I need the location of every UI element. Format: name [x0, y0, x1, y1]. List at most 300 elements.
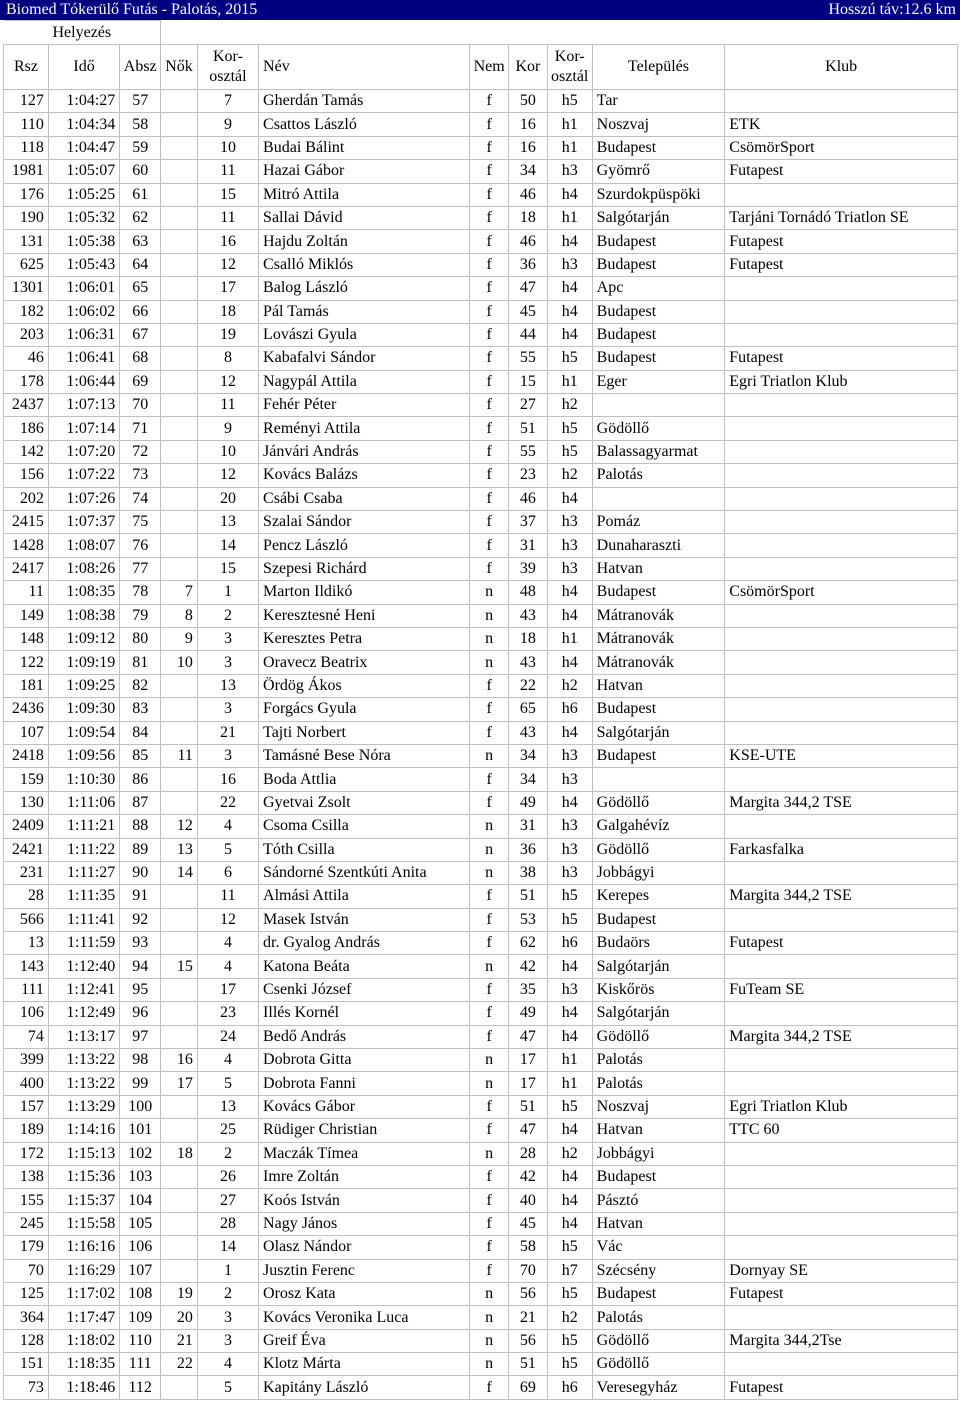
cell-kor: 46 [509, 487, 548, 510]
cell-nem: f [470, 347, 509, 370]
cell-korosztal: h1 [547, 370, 592, 393]
cell-klub [725, 511, 958, 534]
cell-ido: 1:05:32 [48, 206, 119, 229]
cell-ido: 1:11:59 [48, 932, 119, 955]
cell-nev: Szalai Sándor [259, 511, 470, 534]
cell-korosztal: h1 [547, 1049, 592, 1072]
col-header-rsz: Rsz [4, 45, 49, 90]
cell-absz: 99 [120, 1072, 161, 1095]
cell-nok [161, 323, 198, 346]
cell-kor: 47 [509, 1119, 548, 1142]
table-row [4, 815, 958, 838]
col-header-nok: Nők [161, 45, 198, 90]
cell-kor: 17 [509, 1072, 548, 1095]
cell-rsz: 2437 [4, 394, 49, 417]
cell-ido: 1:07:20 [48, 440, 119, 463]
cell-korosztal: h3 [547, 861, 592, 884]
cell-ido: 1:13:29 [48, 1095, 119, 1118]
cell-nev: Csábi Csaba [259, 487, 470, 510]
cell-kor: 21 [509, 1306, 548, 1329]
cell-nem: n [470, 581, 509, 604]
table-row [4, 908, 958, 931]
cell-nok [161, 300, 198, 323]
table-row [4, 277, 958, 300]
cell-klub: Dornyay SE [725, 1259, 958, 1282]
cell-ido: 1:11:41 [48, 908, 119, 931]
table-row [4, 323, 958, 346]
cell-klub: Egri Triatlon Klub [725, 370, 958, 393]
cell-korosztal-rank: 14 [197, 534, 258, 557]
cell-korosztal-rank: 16 [197, 230, 258, 253]
cell-rsz: 625 [4, 253, 49, 276]
cell-korosztal-rank: 15 [197, 557, 258, 580]
cell-kor: 35 [509, 978, 548, 1001]
cell-korosztal: h2 [547, 674, 592, 697]
table-row [4, 1119, 958, 1142]
cell-klub [725, 417, 958, 440]
cell-telepules: Galgahévíz [592, 815, 725, 838]
cell-nem: f [470, 230, 509, 253]
cell-nem: f [470, 417, 509, 440]
cell-kor: 27 [509, 394, 548, 417]
cell-nok: 18 [161, 1142, 198, 1165]
cell-korosztal-rank: 4 [197, 932, 258, 955]
cell-absz: 110 [120, 1329, 161, 1352]
table-row [4, 160, 958, 183]
cell-nem: n [470, 651, 509, 674]
cell-korosztal: h5 [547, 1282, 592, 1305]
table-row [4, 206, 958, 229]
cell-telepules: Szurdokpüspöki [592, 183, 725, 206]
cell-korosztal: h4 [547, 1212, 592, 1235]
cell-korosztal: h5 [547, 347, 592, 370]
cell-klub: Futapest [725, 1376, 958, 1399]
cell-korosztal: h4 [547, 300, 592, 323]
cell-korosztal: h3 [547, 838, 592, 861]
cell-kor: 62 [509, 932, 548, 955]
table-row [4, 768, 958, 791]
cell-rsz: 1428 [4, 534, 49, 557]
cell-nev: Kovács Balázs [259, 464, 470, 487]
cell-kor: 44 [509, 323, 548, 346]
cell-telepules: Veresegyház [592, 1376, 725, 1399]
cell-nok [161, 978, 198, 1001]
cell-nev: Maczák Tímea [259, 1142, 470, 1165]
cell-nem: f [470, 791, 509, 814]
table-row [4, 932, 958, 955]
cell-nok [161, 136, 198, 159]
cell-telepules [592, 394, 725, 417]
cell-klub: Margita 344,2 TSE [725, 1025, 958, 1048]
cell-korosztal-rank: 3 [197, 1329, 258, 1352]
cell-nem: f [470, 113, 509, 136]
col-header-telepules: Település [592, 45, 725, 90]
cell-korosztal: h6 [547, 698, 592, 721]
cell-telepules: Kerepes [592, 885, 725, 908]
cell-ido: 1:09:30 [48, 698, 119, 721]
cell-klub [725, 557, 958, 580]
table-row [4, 674, 958, 697]
cell-kor: 37 [509, 511, 548, 534]
cell-absz: 66 [120, 300, 161, 323]
cell-absz: 109 [120, 1306, 161, 1329]
cell-nem: f [470, 300, 509, 323]
cell-nok [161, 1189, 198, 1212]
cell-absz: 103 [120, 1165, 161, 1188]
cell-rsz: 566 [4, 908, 49, 931]
cell-absz: 69 [120, 370, 161, 393]
cell-telepules: Budapest [592, 300, 725, 323]
cell-kor: 31 [509, 815, 548, 838]
cell-korosztal-rank: 26 [197, 1165, 258, 1188]
cell-nok [161, 1259, 198, 1282]
table-row [4, 1142, 958, 1165]
cell-absz: 68 [120, 347, 161, 370]
cell-nok [161, 1025, 198, 1048]
cell-korosztal: h5 [547, 1095, 592, 1118]
cell-korosztal: h7 [547, 1259, 592, 1282]
cell-rsz: 400 [4, 1072, 49, 1095]
cell-nev: Sallai Dávid [259, 206, 470, 229]
cell-rsz: 131 [4, 230, 49, 253]
cell-nev: Koós István [259, 1189, 470, 1212]
cell-nev: Kapitány László [259, 1376, 470, 1399]
cell-ido: 1:06:31 [48, 323, 119, 346]
cell-korosztal: h1 [547, 1072, 592, 1095]
cell-nok [161, 277, 198, 300]
cell-rsz: 143 [4, 955, 49, 978]
cell-nok [161, 394, 198, 417]
cell-ido: 1:09:12 [48, 627, 119, 650]
cell-korosztal: h2 [547, 464, 592, 487]
cell-telepules: Palotás [592, 464, 725, 487]
cell-rsz: 2436 [4, 698, 49, 721]
cell-kor: 70 [509, 1259, 548, 1282]
cell-absz: 65 [120, 277, 161, 300]
table-row [4, 604, 958, 627]
cell-kor: 53 [509, 908, 548, 931]
cell-korosztal-rank: 11 [197, 206, 258, 229]
cell-nem: f [470, 1025, 509, 1048]
cell-nev: Almási Attila [259, 885, 470, 908]
cell-korosztal: h4 [547, 487, 592, 510]
cell-korosztal-rank: 12 [197, 464, 258, 487]
cell-klub [725, 651, 958, 674]
cell-nok [161, 440, 198, 463]
cell-klub: Futapest [725, 160, 958, 183]
cell-nem: n [470, 1353, 509, 1376]
table-row [4, 534, 958, 557]
cell-rsz: 2415 [4, 511, 49, 534]
cell-korosztal-rank: 13 [197, 1095, 258, 1118]
table-row [4, 581, 958, 604]
cell-absz: 92 [120, 908, 161, 931]
cell-ido: 1:09:54 [48, 721, 119, 744]
cell-absz: 70 [120, 394, 161, 417]
cell-klub: Margita 344,2 TSE [725, 885, 958, 908]
col-header-korosztal-rank-line2: osztál [209, 68, 247, 85]
cell-nev: Ördög Ákos [259, 674, 470, 697]
cell-ido: 1:05:25 [48, 183, 119, 206]
cell-absz: 73 [120, 464, 161, 487]
cell-korosztal: h4 [547, 1119, 592, 1142]
cell-nok: 15 [161, 955, 198, 978]
cell-klub [725, 534, 958, 557]
cell-nok: 14 [161, 861, 198, 884]
cell-nem: f [470, 1002, 509, 1025]
cell-nem: f [470, 440, 509, 463]
cell-nem: f [470, 978, 509, 1001]
cell-nev: dr. Gyalog András [259, 932, 470, 955]
cell-ido: 1:04:47 [48, 136, 119, 159]
cell-nok [161, 908, 198, 931]
cell-telepules: Gyömrő [592, 160, 725, 183]
cell-absz: 64 [120, 253, 161, 276]
cell-korosztal: h4 [547, 183, 592, 206]
cell-ido: 1:15:36 [48, 1165, 119, 1188]
cell-korosztal: h4 [547, 955, 592, 978]
cell-absz: 105 [120, 1212, 161, 1235]
cell-korosztal-rank: 4 [197, 1353, 258, 1376]
cell-telepules: Budapest [592, 1282, 725, 1305]
cell-klub [725, 300, 958, 323]
cell-nok [161, 1095, 198, 1118]
cell-korosztal-rank: 27 [197, 1189, 258, 1212]
cell-telepules: Budapest [592, 323, 725, 346]
cell-rsz: 151 [4, 1353, 49, 1376]
cell-kor: 17 [509, 1049, 548, 1072]
cell-rsz: 28 [4, 885, 49, 908]
cell-nok [161, 113, 198, 136]
cell-rsz: 181 [4, 674, 49, 697]
cell-korosztal: h4 [547, 581, 592, 604]
header-row-group [4, 21, 958, 45]
cell-klub [725, 815, 958, 838]
cell-korosztal: h5 [547, 1236, 592, 1259]
cell-telepules: Mátranovák [592, 604, 725, 627]
table-row [4, 955, 958, 978]
cell-nem: f [470, 464, 509, 487]
cell-nok: 8 [161, 604, 198, 627]
cell-absz: 90 [120, 861, 161, 884]
cell-ido: 1:04:27 [48, 90, 119, 113]
table-row [4, 1189, 958, 1212]
cell-rsz: 106 [4, 1002, 49, 1025]
cell-kor: 51 [509, 417, 548, 440]
cell-rsz: 157 [4, 1095, 49, 1118]
cell-ido: 1:18:35 [48, 1353, 119, 1376]
cell-ido: 1:16:16 [48, 1236, 119, 1259]
cell-klub: Margita 344,2Tse [725, 1329, 958, 1352]
cell-absz: 59 [120, 136, 161, 159]
table-row [4, 300, 958, 323]
cell-nev: Olasz Nándor [259, 1236, 470, 1259]
cell-korosztal-rank: 11 [197, 394, 258, 417]
cell-telepules: Hatvan [592, 1212, 725, 1235]
cell-korosztal-rank: 9 [197, 417, 258, 440]
table-row [4, 417, 958, 440]
cell-ido: 1:08:38 [48, 604, 119, 627]
cell-nem: f [470, 370, 509, 393]
cell-nem: f [470, 932, 509, 955]
cell-absz: 100 [120, 1095, 161, 1118]
col-header-klub: Klub [725, 45, 958, 90]
cell-korosztal: h3 [547, 557, 592, 580]
cell-klub: KSE-UTE [725, 744, 958, 767]
cell-nev: Kovács Gábor [259, 1095, 470, 1118]
cell-korosztal: h3 [547, 978, 592, 1001]
cell-rsz: 189 [4, 1119, 49, 1142]
cell-telepules: Budapest [592, 744, 725, 767]
cell-kor: 43 [509, 604, 548, 627]
header-spacer [161, 21, 958, 45]
table-row [4, 698, 958, 721]
cell-korosztal-rank: 8 [197, 347, 258, 370]
cell-korosztal-rank: 2 [197, 604, 258, 627]
cell-nev: Dobrota Gitta [259, 1049, 470, 1072]
cell-korosztal: h5 [547, 1329, 592, 1352]
cell-rsz: 111 [4, 978, 49, 1001]
cell-absz: 108 [120, 1282, 161, 1305]
cell-telepules: Budapest [592, 698, 725, 721]
cell-telepules: Gödöllő [592, 1025, 725, 1048]
cell-ido: 1:05:38 [48, 230, 119, 253]
cell-klub: FuTeam SE [725, 978, 958, 1001]
cell-absz: 86 [120, 768, 161, 791]
cell-telepules: Pomáz [592, 511, 725, 534]
cell-korosztal: h4 [547, 1002, 592, 1025]
cell-telepules: Mátranovák [592, 651, 725, 674]
table-row [4, 1306, 958, 1329]
cell-rsz: 46 [4, 347, 49, 370]
table-row [4, 464, 958, 487]
cell-korosztal-rank: 20 [197, 487, 258, 510]
cell-nok [161, 206, 198, 229]
table-row [4, 1353, 958, 1376]
cell-telepules: Eger [592, 370, 725, 393]
cell-kor: 28 [509, 1142, 548, 1165]
cell-nev: Sándorné Szentkúti Anita [259, 861, 470, 884]
cell-korosztal: h3 [547, 253, 592, 276]
cell-telepules: Pásztó [592, 1189, 725, 1212]
cell-nem: n [470, 955, 509, 978]
cell-rsz: 364 [4, 1306, 49, 1329]
table-row [4, 721, 958, 744]
cell-klub [725, 604, 958, 627]
cell-kor: 48 [509, 581, 548, 604]
cell-ido: 1:12:41 [48, 978, 119, 1001]
cell-nev: Bedő András [259, 1025, 470, 1048]
cell-telepules: Balassagyarmat [592, 440, 725, 463]
cell-absz: 79 [120, 604, 161, 627]
cell-klub: Futapest [725, 932, 958, 955]
cell-kor: 43 [509, 721, 548, 744]
cell-nem: n [470, 1306, 509, 1329]
cell-klub [725, 1212, 958, 1235]
cell-nok [161, 464, 198, 487]
cell-korosztal-rank: 3 [197, 698, 258, 721]
cell-kor: 55 [509, 440, 548, 463]
cell-korosztal-rank: 22 [197, 791, 258, 814]
cell-telepules: Budapest [592, 581, 725, 604]
cell-klub [725, 1165, 958, 1188]
col-header-korosztal-group-line1: Kor- [554, 48, 585, 65]
cell-nem: f [470, 1236, 509, 1259]
cell-absz: 77 [120, 557, 161, 580]
cell-nem: f [470, 1165, 509, 1188]
cell-nok [161, 932, 198, 955]
cell-nev: Keresztesné Heni [259, 604, 470, 627]
table-row [4, 370, 958, 393]
cell-absz: 60 [120, 160, 161, 183]
table-row [4, 838, 958, 861]
cell-nok [161, 534, 198, 557]
table-row [4, 511, 958, 534]
cell-nev: Nagy János [259, 1212, 470, 1235]
cell-nok [161, 347, 198, 370]
cell-ido: 1:15:13 [48, 1142, 119, 1165]
cell-rsz: 203 [4, 323, 49, 346]
table-row [4, 1329, 958, 1352]
cell-nok [161, 1236, 198, 1259]
cell-nem: n [470, 1282, 509, 1305]
cell-korosztal-rank: 1 [197, 1259, 258, 1282]
cell-absz: 101 [120, 1119, 161, 1142]
cell-rsz: 107 [4, 721, 49, 744]
cell-ido: 1:11:21 [48, 815, 119, 838]
cell-nev: Illés Kornél [259, 1002, 470, 1025]
cell-nok [161, 253, 198, 276]
cell-absz: 67 [120, 323, 161, 346]
cell-klub [725, 1236, 958, 1259]
table-row [4, 744, 958, 767]
cell-absz: 93 [120, 932, 161, 955]
cell-nem: f [470, 698, 509, 721]
cell-ido: 1:06:01 [48, 277, 119, 300]
cell-korosztal-rank: 1 [197, 581, 258, 604]
cell-telepules: Apc [592, 277, 725, 300]
cell-telepules: Salgótarján [592, 955, 725, 978]
cell-absz: 88 [120, 815, 161, 838]
cell-klub: CsömörSport [725, 136, 958, 159]
cell-nev: Csalló Miklós [259, 253, 470, 276]
cell-kor: 56 [509, 1282, 548, 1305]
cell-telepules: Palotás [592, 1072, 725, 1095]
cell-kor: 55 [509, 347, 548, 370]
cell-korosztal-rank: 7 [197, 90, 258, 113]
header-row-columns [4, 45, 958, 90]
cell-nok: 10 [161, 651, 198, 674]
cell-korosztal-rank: 4 [197, 815, 258, 838]
cell-nem: f [470, 534, 509, 557]
cell-korosztal: h5 [547, 440, 592, 463]
cell-nok: 9 [161, 627, 198, 650]
cell-ido: 1:07:26 [48, 487, 119, 510]
cell-korosztal-rank: 18 [197, 300, 258, 323]
cell-korosztal-rank: 6 [197, 861, 258, 884]
cell-telepules: Budapest [592, 253, 725, 276]
cell-ido: 1:17:02 [48, 1282, 119, 1305]
table-row [4, 1376, 958, 1399]
cell-nev: Szepesi Richárd [259, 557, 470, 580]
table-row [4, 861, 958, 884]
table-row [4, 1236, 958, 1259]
cell-nok [161, 511, 198, 534]
cell-absz: 94 [120, 955, 161, 978]
cell-telepules: Budaörs [592, 932, 725, 955]
cell-absz: 82 [120, 674, 161, 697]
cell-telepules: Vác [592, 1236, 725, 1259]
